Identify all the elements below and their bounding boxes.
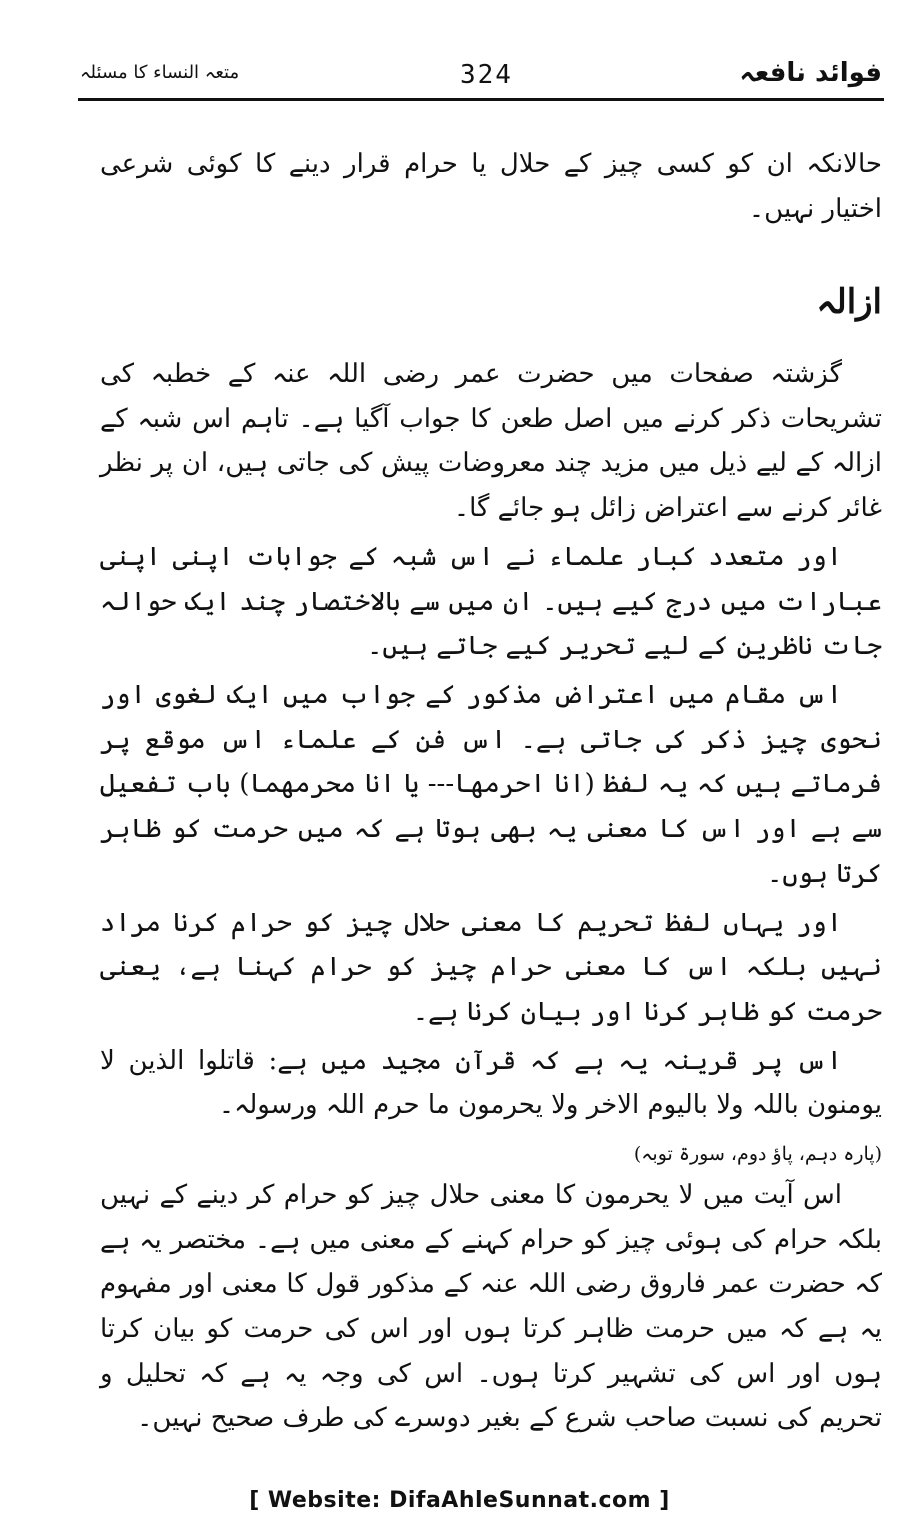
page-number: 324 bbox=[460, 60, 513, 90]
intro-line: حالانکہ ان کو کسی چیز کے حلال یا حرام قرار دینے کا کوئی شرعی اختیار نہیں۔ bbox=[100, 149, 882, 224]
chapter-title: متعہ النساء کا مسئلہ bbox=[80, 62, 240, 83]
quran-intro: اس پر قرینہ یہ ہے کہ قرآن مجید میں ہے: bbox=[268, 1045, 843, 1076]
section-heading: ازالہ bbox=[816, 282, 882, 323]
paragraph-2: اور متعدد کبار علماء نے اس شبہ کے جوابات اپنی اپنی عبارات میں درج کیے ہیں۔ ان میں سے بالاختصار چند ایک حوالہ جات ناظرین کے لیے تحریر کیے جاتے ہیں۔ bbox=[100, 541, 882, 662]
book-title: فوائد نافعہ bbox=[739, 58, 882, 88]
paragraph-4: اور یہاں لفظ تحریم کا معنی حلال چیز کو حرام کرنا مراد نہیں بلکہ اس کا معنی حرام چیز کو حرام کہنا ہے، یعنی حرمت کو ظاہر کرنا اور بیان کرنا ہے۔ bbox=[100, 907, 882, 1027]
verse-reference: (پارہ دہم، پاؤ دوم، سورۃ توبہ) bbox=[633, 1143, 882, 1166]
page-body bbox=[100, 142, 882, 1445]
quran-paragraph bbox=[100, 1039, 882, 1128]
closing-paragraph: اس آیت میں لا یحرمون کا معنی حلال چیز کو حرام کر دینے کے نہیں بلکہ حرام کی ہوئی چیز کو حرام کہنے کے معنی میں ہے۔ مختصر یہ ہے کہ حضرت عمر فاروق رضی اللہ عنہ کے مذکور قول کا معنی اور مفہوم یہ ہے کہ میں حرمت ظاہر کرتا ہوں اور اس کی حرمت کو بیان کرتا ہوں اور اس کی تشہیر کرتا ہوں۔ اس کی وجہ یہ ہے کہ تحلیل و تحریم کی نسبت صاحب شرع کے بغیر دوسرے کی طرف صحیح نہیں۔ bbox=[100, 1179, 882, 1434]
paragraph-3: اس مقام میں اعتراض مذکور کے جواب میں ایک لغوی اور نحوی چیز ذکر کی جاتی ہے۔ اس فن کے علماء اس موقع پر فرماتے ہیں کہ یہ لفظ (انا احرمھا--- یا انا محرمھما) باب تفعیل سے ہے اور اس کا معنی یہ بھی ہوتا ہے کہ میں حرمت کو ظاہر کرتا ہوں۔ bbox=[100, 679, 882, 889]
website-footer: [ Website: DifaAhleSunnat.com ] bbox=[249, 1488, 670, 1513]
quran-verse: قاتلوا الذین لا یومنون باللہ ولا بالیوم الاخر ولا یحرمون ما حرم اللہ ورسولہ۔ bbox=[100, 1045, 882, 1121]
header-divider bbox=[78, 98, 884, 101]
page-header bbox=[80, 58, 882, 94]
paragraph-1: گزشتہ صفحات میں حضرت عمر رضی اللہ عنہ کے خطبہ کی تشریحات ذکر کرنے میں اصل طعن کا جواب آگیا ہے۔ تاہم اس شبہ کے ازالہ کے لیے ذیل میں مزید چند معروضات پیش کی جاتی ہیں، ان پر نظر غائر کرنے سے اعتراض زائل ہو جائے گا۔ bbox=[100, 358, 882, 524]
